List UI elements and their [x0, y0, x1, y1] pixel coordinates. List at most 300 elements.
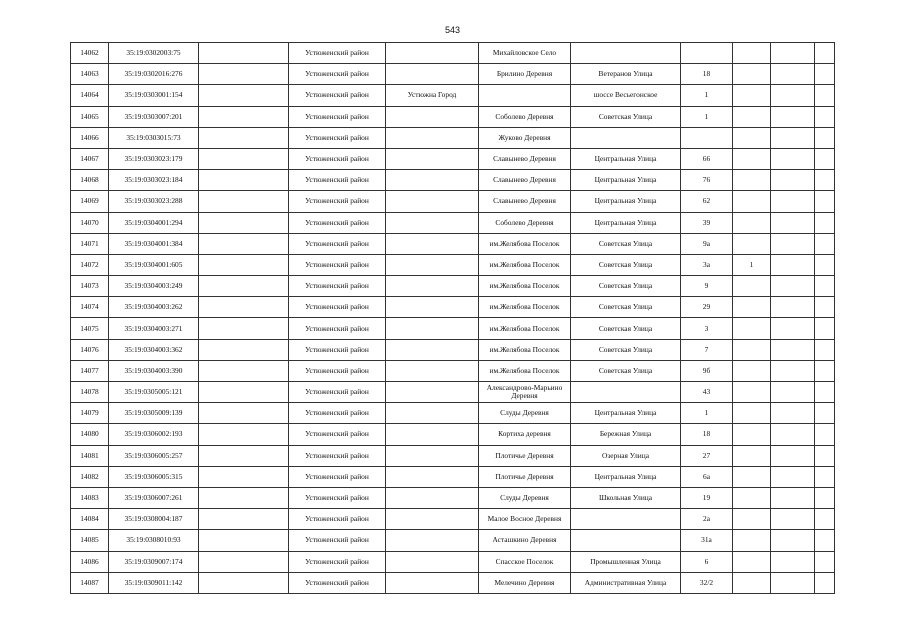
cell-settlement: им.Желябова Поселок: [479, 254, 571, 275]
cell-street: Школьная Улица: [571, 487, 681, 508]
cell-extra: [815, 360, 835, 381]
cell-house-number: 27: [681, 445, 733, 466]
cell-house-number: 29: [681, 297, 733, 318]
table-row: [71, 191, 835, 212]
cell-empty-cell: [199, 318, 289, 339]
cell-city: [386, 127, 479, 148]
cell-city: [386, 551, 479, 572]
cell-cadastral-number: 35:19:0308004:187: [109, 509, 199, 530]
table-row: [71, 509, 835, 530]
cell-settlement: им.Желябова Поселок: [479, 318, 571, 339]
cell-extra: [815, 148, 835, 169]
cell-empty-cell: [199, 530, 289, 551]
cell-building: [733, 339, 771, 360]
cell-empty-cell: [199, 360, 289, 381]
cell-settlement: Малое Восное Деревня: [479, 509, 571, 530]
table-row: [71, 360, 835, 381]
cell-district: Устюженский район: [289, 85, 386, 106]
cell-street: Советская Улица: [571, 360, 681, 381]
cell-house-number: 1: [681, 403, 733, 424]
cell-extra: [815, 339, 835, 360]
cell-extra: [815, 212, 835, 233]
cell-apartment: [771, 276, 815, 297]
table-row: [71, 572, 835, 593]
cell-city: [386, 530, 479, 551]
cell-empty-cell: [199, 254, 289, 275]
cell-row-number: 14083: [71, 487, 109, 508]
table-row: [71, 318, 835, 339]
cell-city: [386, 424, 479, 445]
cell-settlement: Плотичье Деревня: [479, 445, 571, 466]
cell-district: Устюженский район: [289, 509, 386, 530]
cell-building: [733, 530, 771, 551]
cell-extra: [815, 127, 835, 148]
cell-settlement: Соболево Деревня: [479, 212, 571, 233]
cell-cadastral-number: 35:19:0304003:362: [109, 339, 199, 360]
cell-empty-cell: [199, 106, 289, 127]
cell-district: Устюженский район: [289, 551, 386, 572]
cell-cadastral-number: 35:19:0309007:174: [109, 551, 199, 572]
cell-street: Ветеранов Улица: [571, 64, 681, 85]
cell-district: Устюженский район: [289, 382, 386, 403]
cell-settlement: Слуды Деревня: [479, 487, 571, 508]
cell-city: [386, 487, 479, 508]
table-row: [71, 148, 835, 169]
cell-empty-cell: [199, 127, 289, 148]
cell-cadastral-number: 35:19:0304003:271: [109, 318, 199, 339]
table-row: [71, 85, 835, 106]
cell-building: [733, 318, 771, 339]
cell-apartment: [771, 445, 815, 466]
cell-apartment: [771, 509, 815, 530]
cell-extra: [815, 424, 835, 445]
cell-empty-cell: [199, 572, 289, 593]
cell-city: [386, 382, 479, 403]
cell-building: [733, 106, 771, 127]
cell-settlement: Славынево Деревня: [479, 148, 571, 169]
cell-settlement: Жуково Деревня: [479, 127, 571, 148]
cell-cadastral-number: 35:19:0306005:315: [109, 466, 199, 487]
cell-house-number: 31а: [681, 530, 733, 551]
table-row: [71, 233, 835, 254]
table-row: [71, 297, 835, 318]
cell-apartment: [771, 127, 815, 148]
cell-cadastral-number: 35:19:0303023:184: [109, 170, 199, 191]
cell-street: Бережная Улица: [571, 424, 681, 445]
cell-street: Советская Улица: [571, 318, 681, 339]
cell-extra: [815, 170, 835, 191]
cell-building: [733, 127, 771, 148]
cell-apartment: [771, 254, 815, 275]
cell-district: Устюженский район: [289, 318, 386, 339]
cell-row-number: 14069: [71, 191, 109, 212]
cell-street: [571, 382, 681, 403]
cell-house-number: 18: [681, 64, 733, 85]
cell-settlement: Спасское Поселок: [479, 551, 571, 572]
cell-row-number: 14067: [71, 148, 109, 169]
cell-cadastral-number: 35:19:0305009:139: [109, 403, 199, 424]
cell-settlement: им.Желябова Поселок: [479, 360, 571, 381]
cell-cadastral-number: 35:19:0304001:605: [109, 254, 199, 275]
cell-street: Советская Улица: [571, 254, 681, 275]
cell-house-number: 9: [681, 276, 733, 297]
cell-district: Устюженский район: [289, 148, 386, 169]
cell-row-number: 14072: [71, 254, 109, 275]
address-registry-table: [70, 42, 835, 594]
table-row: [71, 212, 835, 233]
cell-district: Устюженский район: [289, 43, 386, 64]
cell-extra: [815, 572, 835, 593]
cell-cadastral-number: 35:19:0302003:75: [109, 43, 199, 64]
cell-district: Устюженский район: [289, 64, 386, 85]
cell-street: Центральная Улица: [571, 191, 681, 212]
cell-city: [386, 254, 479, 275]
cell-house-number: 9а: [681, 233, 733, 254]
cell-house-number: 76: [681, 170, 733, 191]
cell-cadastral-number: 35:19:0306002:193: [109, 424, 199, 445]
table-row: [71, 127, 835, 148]
cell-apartment: [771, 233, 815, 254]
cell-extra: [815, 276, 835, 297]
cell-cadastral-number: 35:19:0305005:121: [109, 382, 199, 403]
cell-district: Устюженский район: [289, 106, 386, 127]
cell-cadastral-number: 35:19:0306005:257: [109, 445, 199, 466]
cell-empty-cell: [199, 487, 289, 508]
cell-district: Устюженский район: [289, 487, 386, 508]
cell-city: [386, 445, 479, 466]
cell-city: [386, 64, 479, 85]
cell-city: [386, 191, 479, 212]
cell-district: Устюженский район: [289, 403, 386, 424]
cell-house-number: 66: [681, 148, 733, 169]
cell-extra: [815, 191, 835, 212]
cell-building: [733, 64, 771, 85]
cell-district: Устюженский район: [289, 127, 386, 148]
cell-house-number: 3: [681, 318, 733, 339]
cell-cadastral-number: 35:19:0304001:294: [109, 212, 199, 233]
cell-empty-cell: [199, 297, 289, 318]
cell-house-number: [681, 43, 733, 64]
cell-extra: [815, 43, 835, 64]
cell-extra: [815, 318, 835, 339]
cell-street: Центральная Улица: [571, 212, 681, 233]
table-row: [71, 254, 835, 275]
cell-house-number: 43: [681, 382, 733, 403]
cell-cadastral-number: 35:19:0303023:179: [109, 148, 199, 169]
cell-row-number: 14085: [71, 530, 109, 551]
cell-empty-cell: [199, 170, 289, 191]
cell-extra: [815, 233, 835, 254]
cell-building: [733, 212, 771, 233]
cell-building: [733, 297, 771, 318]
cell-row-number: 14079: [71, 403, 109, 424]
cell-district: Устюженский район: [289, 233, 386, 254]
cell-building: [733, 572, 771, 593]
cell-city: [386, 276, 479, 297]
cell-building: [733, 170, 771, 191]
cell-row-number: 14082: [71, 466, 109, 487]
cell-house-number: [681, 127, 733, 148]
cell-settlement: им.Желябова Поселок: [479, 339, 571, 360]
cell-row-number: 14066: [71, 127, 109, 148]
cell-apartment: [771, 403, 815, 424]
table-row: [71, 424, 835, 445]
cell-street: Центральная Улица: [571, 148, 681, 169]
cell-house-number: 1: [681, 85, 733, 106]
cell-city: [386, 360, 479, 381]
cell-apartment: [771, 466, 815, 487]
cell-settlement: Слуды Деревня: [479, 403, 571, 424]
cell-row-number: 14081: [71, 445, 109, 466]
cell-district: Устюженский район: [289, 572, 386, 593]
cell-apartment: [771, 170, 815, 191]
cell-extra: [815, 487, 835, 508]
cell-apartment: [771, 212, 815, 233]
cell-house-number: 62: [681, 191, 733, 212]
cell-street: [571, 43, 681, 64]
cell-row-number: 14063: [71, 64, 109, 85]
cell-city: [386, 318, 479, 339]
cell-city: [386, 466, 479, 487]
cell-apartment: [771, 572, 815, 593]
cell-street: Советская Улица: [571, 233, 681, 254]
cell-extra: [815, 530, 835, 551]
cell-street: Административная Улица: [571, 572, 681, 593]
cell-row-number: 14074: [71, 297, 109, 318]
cell-street: Центральная Улица: [571, 403, 681, 424]
cell-row-number: 14070: [71, 212, 109, 233]
table-row: [71, 445, 835, 466]
cell-apartment: [771, 148, 815, 169]
cell-district: Устюженский район: [289, 466, 386, 487]
cell-building: [733, 276, 771, 297]
cell-apartment: [771, 106, 815, 127]
cell-empty-cell: [199, 403, 289, 424]
cell-district: Устюженский район: [289, 254, 386, 275]
cell-house-number: 19: [681, 487, 733, 508]
cell-row-number: 14062: [71, 43, 109, 64]
cell-cadastral-number: 35:19:0303007:201: [109, 106, 199, 127]
cell-street: Промышленная Улица: [571, 551, 681, 572]
cell-settlement: [479, 85, 571, 106]
cell-settlement: Брилино Деревня: [479, 64, 571, 85]
cell-cadastral-number: 35:19:0309011:142: [109, 572, 199, 593]
cell-settlement: Соболево Деревня: [479, 106, 571, 127]
cell-building: [733, 466, 771, 487]
cell-house-number: 7: [681, 339, 733, 360]
cell-city: [386, 403, 479, 424]
cell-empty-cell: [199, 43, 289, 64]
cell-empty-cell: [199, 191, 289, 212]
cell-empty-cell: [199, 509, 289, 530]
cell-row-number: 14071: [71, 233, 109, 254]
cell-row-number: 14065: [71, 106, 109, 127]
cell-street: [571, 530, 681, 551]
cell-apartment: [771, 318, 815, 339]
cell-cadastral-number: 35:19:0304003:249: [109, 276, 199, 297]
cell-building: [733, 148, 771, 169]
cell-empty-cell: [199, 64, 289, 85]
cell-cadastral-number: 35:19:0304003:262: [109, 297, 199, 318]
cell-building: [733, 85, 771, 106]
cell-apartment: [771, 530, 815, 551]
cell-empty-cell: [199, 466, 289, 487]
cell-cadastral-number: 35:19:0304001:384: [109, 233, 199, 254]
cell-city: [386, 106, 479, 127]
cell-city: [386, 509, 479, 530]
cell-empty-cell: [199, 148, 289, 169]
cell-empty-cell: [199, 276, 289, 297]
cell-apartment: [771, 64, 815, 85]
cell-street: шоссе Весьегонское: [571, 85, 681, 106]
cell-settlement: Александрово-Марьино Деревня: [479, 382, 571, 403]
cell-extra: [815, 297, 835, 318]
cell-district: Устюженский район: [289, 530, 386, 551]
cell-row-number: 14078: [71, 382, 109, 403]
table-row: [71, 170, 835, 191]
cell-house-number: 2а: [681, 509, 733, 530]
table-row: [71, 106, 835, 127]
cell-extra: [815, 64, 835, 85]
cell-district: Устюженский район: [289, 212, 386, 233]
cell-empty-cell: [199, 445, 289, 466]
cell-district: Устюженский район: [289, 297, 386, 318]
cell-cadastral-number: 35:19:0303001:154: [109, 85, 199, 106]
cell-empty-cell: [199, 551, 289, 572]
table-row: [71, 466, 835, 487]
cell-settlement: Славынево Деревня: [479, 191, 571, 212]
cell-house-number: 6а: [681, 466, 733, 487]
cell-city: [386, 43, 479, 64]
cell-building: [733, 445, 771, 466]
cell-settlement: им.Желябова Поселок: [479, 233, 571, 254]
table-row: [71, 276, 835, 297]
cell-street: Советская Улица: [571, 339, 681, 360]
cell-row-number: 14068: [71, 170, 109, 191]
cell-cadastral-number: 35:19:0304003:390: [109, 360, 199, 381]
cell-street: Советская Улица: [571, 297, 681, 318]
cell-apartment: [771, 551, 815, 572]
cell-apartment: [771, 360, 815, 381]
cell-apartment: [771, 424, 815, 445]
cell-district: Устюженский район: [289, 170, 386, 191]
cell-row-number: 14087: [71, 572, 109, 593]
cell-row-number: 14080: [71, 424, 109, 445]
cell-street: Центральная Улица: [571, 170, 681, 191]
cell-empty-cell: [199, 212, 289, 233]
cell-building: [733, 551, 771, 572]
cell-building: [733, 487, 771, 508]
cell-apartment: [771, 339, 815, 360]
cell-house-number: 3а: [681, 254, 733, 275]
table-row: [71, 530, 835, 551]
table-row: [71, 64, 835, 85]
cell-extra: [815, 551, 835, 572]
cell-building: [733, 43, 771, 64]
cell-extra: [815, 403, 835, 424]
cell-row-number: 14084: [71, 509, 109, 530]
cell-district: Устюженский район: [289, 360, 386, 381]
cell-row-number: 14064: [71, 85, 109, 106]
cell-apartment: [771, 487, 815, 508]
cell-cadastral-number: 35:19:0306007:261: [109, 487, 199, 508]
cell-street: Советская Улица: [571, 276, 681, 297]
cell-cadastral-number: 35:19:0303015:73: [109, 127, 199, 148]
cell-house-number: 39: [681, 212, 733, 233]
cell-extra: [815, 509, 835, 530]
table-body: [71, 43, 835, 594]
cell-row-number: 14086: [71, 551, 109, 572]
cell-street: Советская Улица: [571, 106, 681, 127]
cell-city: [386, 233, 479, 254]
cell-building: [733, 509, 771, 530]
cell-city: Устюжна Город: [386, 85, 479, 106]
cell-cadastral-number: 35:19:0302016:276: [109, 64, 199, 85]
cell-settlement: им.Желябова Поселок: [479, 297, 571, 318]
cell-house-number: 1: [681, 106, 733, 127]
cell-cadastral-number: 35:19:0303023:288: [109, 191, 199, 212]
cell-district: Устюженский район: [289, 339, 386, 360]
cell-house-number: 32/2: [681, 572, 733, 593]
cell-apartment: [771, 191, 815, 212]
cell-extra: [815, 466, 835, 487]
cell-settlement: Асташкино Деревня: [479, 530, 571, 551]
cell-building: [733, 403, 771, 424]
cell-house-number: 18: [681, 424, 733, 445]
cell-building: [733, 382, 771, 403]
table-row: [71, 339, 835, 360]
cell-district: Устюженский район: [289, 191, 386, 212]
cell-street: Центральная Улица: [571, 466, 681, 487]
cell-apartment: [771, 43, 815, 64]
cell-city: [386, 148, 479, 169]
cell-row-number: 14075: [71, 318, 109, 339]
table-row: [71, 487, 835, 508]
cell-city: [386, 339, 479, 360]
cell-row-number: 14076: [71, 339, 109, 360]
cell-apartment: [771, 297, 815, 318]
cell-building: [733, 191, 771, 212]
cell-city: [386, 572, 479, 593]
cell-extra: [815, 85, 835, 106]
cell-empty-cell: [199, 382, 289, 403]
cell-settlement: Кортиха деревня: [479, 424, 571, 445]
cell-settlement: Мелечино Деревня: [479, 572, 571, 593]
cell-street: [571, 509, 681, 530]
cell-apartment: [771, 382, 815, 403]
cell-building: [733, 424, 771, 445]
cell-settlement: Плотичье Деревня: [479, 466, 571, 487]
cell-extra: [815, 254, 835, 275]
cell-extra: [815, 382, 835, 403]
cell-row-number: 14077: [71, 360, 109, 381]
cell-settlement: Михайловское Село: [479, 43, 571, 64]
cell-apartment: [771, 85, 815, 106]
table-row: [71, 382, 835, 403]
cell-row-number: 14073: [71, 276, 109, 297]
cell-city: [386, 212, 479, 233]
cell-house-number: 6: [681, 551, 733, 572]
table-row: [71, 551, 835, 572]
cell-building: [733, 233, 771, 254]
cell-street: Озерная Улица: [571, 445, 681, 466]
cell-house-number: 9б: [681, 360, 733, 381]
cell-city: [386, 170, 479, 191]
cell-district: Устюженский район: [289, 424, 386, 445]
cell-settlement: им.Желябова Поселок: [479, 276, 571, 297]
page-number: 543: [444, 25, 461, 35]
cell-building: 1: [733, 254, 771, 275]
